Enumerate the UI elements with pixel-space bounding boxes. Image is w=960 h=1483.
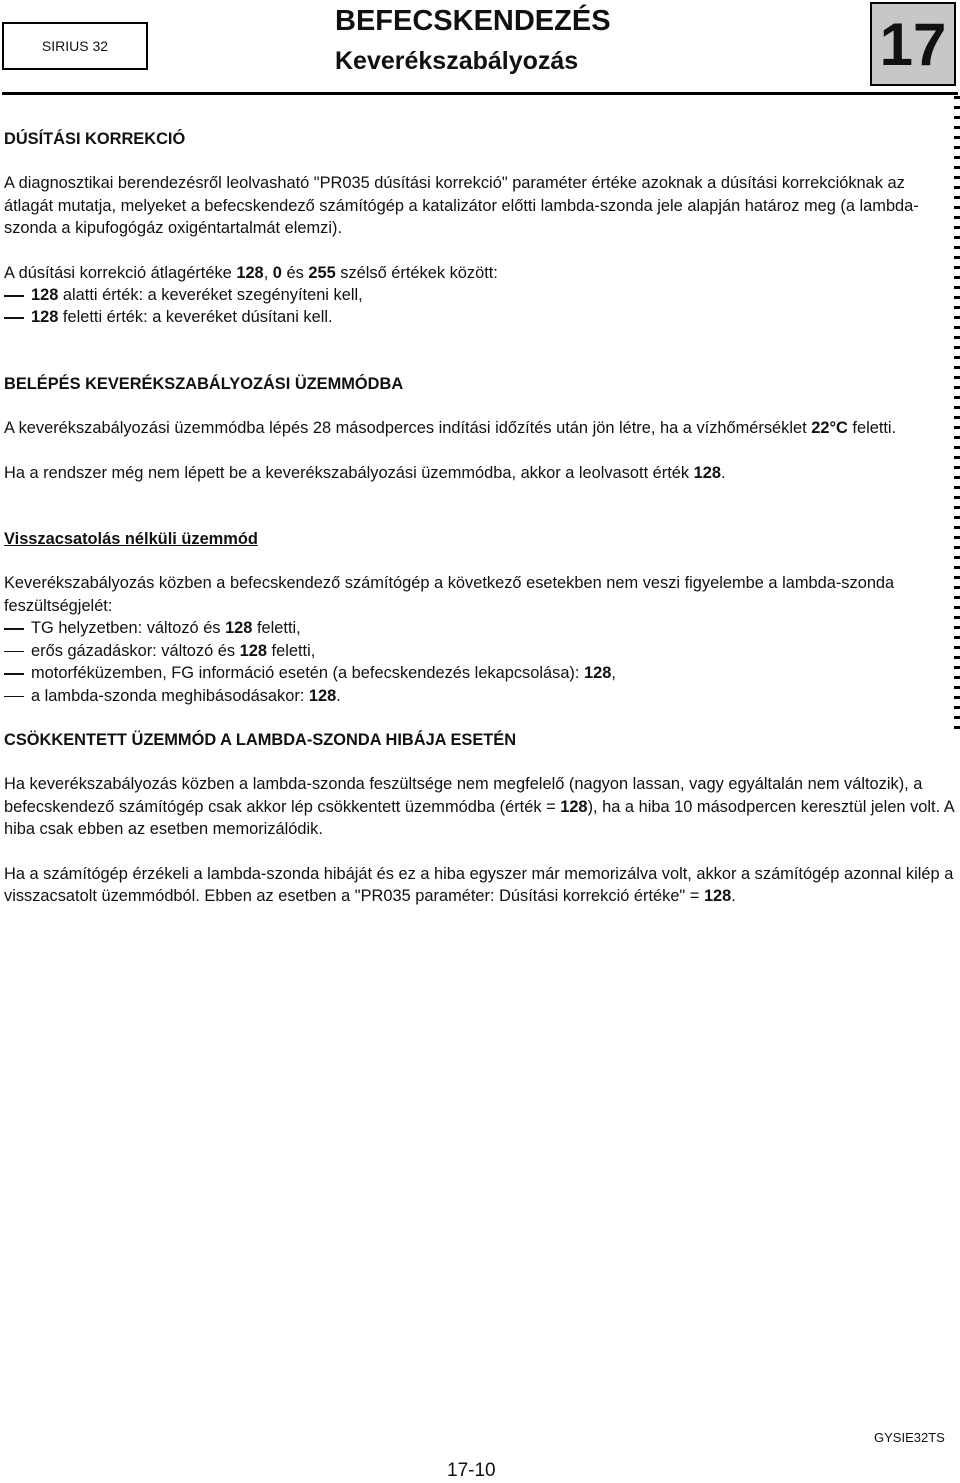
list-item: erős gázadáskor: változó és 128 feletti, [4,640,954,662]
list-item: motorféküzemben, FG információ esetén (a befecskendezés lekapcsolása): 128, [4,662,954,684]
page-number: 17-10 [447,1460,496,1481]
page-title: BEFECSKENDEZÉS [335,5,611,37]
paragraph: A diagnosztikai berendezésről leolvasható "PR035 dúsítási korrekció" paraméter értéke azoknak a dúsítási korrekcióknak az átlagát mutatja, melyeket a befecskendező számítógép a katalizátor előtti lambda-szonda jele alapján határoz meg (a lambda-szonda a kipufogógáz oxigéntartalmát elemzi). [4,174,919,238]
manual-label: SIRIUS 32 [41,38,109,54]
page-content [4,128,954,907]
dash-list [4,284,954,329]
list-item: TG helyzetben: változó és 128 feletti, [4,617,954,639]
chapter-number: 17 [879,10,947,78]
chapter-number-box [870,2,956,86]
section-heading-degraded-mode: CSÖKKENTETT ÜZEMMÓD A LAMBDA-SZONDA HIBÁJA ESETÉN [4,730,517,749]
section-heading-entry: BELÉPÉS KEVERÉKSZABÁLYOZÁSI ÜZEMMÓDBA [4,374,404,393]
manual-label-box [2,22,148,70]
paragraph: A dúsítási korrekció átlagértéke 128, 0 és 255 szélső értékek között: [4,263,498,282]
section-heading-open-loop: Visszacsatolás nélküli üzemmód [4,530,258,549]
list-item: 128 alatti érték: a keveréket szegényíteni kell, [4,284,954,306]
header-rule [2,92,958,95]
page-subtitle: Keverékszabályozás [335,47,579,75]
paragraph: Ha a rendszer még nem lépett be a keverékszabályozási üzemmódba, akkor a leolvasott érték 128. [4,463,726,482]
document-code: GYSIE32TS [874,1430,945,1445]
list-item: a lambda-szonda meghibásodásakor: 128. [4,685,954,707]
paragraph: Ha a számítógép érzékeli a lambda-szonda hibáját és ez a hiba egyszer már memorizálva volt, akkor a számítógép azonnal kilép a visszacsatolt üzemmódból. Ebben az esetben a "PR035 paraméter: Dúsítási korrekció értéke" = 128. [4,864,954,905]
list-item: 128 feletti érték: a keveréket dúsítani kell. [4,306,954,328]
dash-list [4,617,954,707]
margin-tick-marks [954,96,960,736]
paragraph: Ha keverékszabályozás közben a lambda-szonda feszültsége nem megfelelő (nagyon lassan, vagy egyáltalán nem változik), a befecskendező számítógép csak akkor lép csökkentett üzemmódba (érték = 128), ha a hiba 10 másodpercen keresztül jelen volt. A hiba csak ebben az esetben memorizálódik. [4,775,954,839]
paragraph: A keverékszabályozási üzemmódba lépés 28 másodperces indítási időzítés után jön létre, ha a vízhőmérséklet 22°C feletti. [4,419,897,438]
paragraph: Keverékszabályozás közben a befecskendező számítógép a következő esetekben nem veszi figyelembe a lambda-szonda feszültségjelét: [4,574,895,615]
section-heading-enrichment: DÚSÍTÁSI KORREKCIÓ [4,130,186,148]
